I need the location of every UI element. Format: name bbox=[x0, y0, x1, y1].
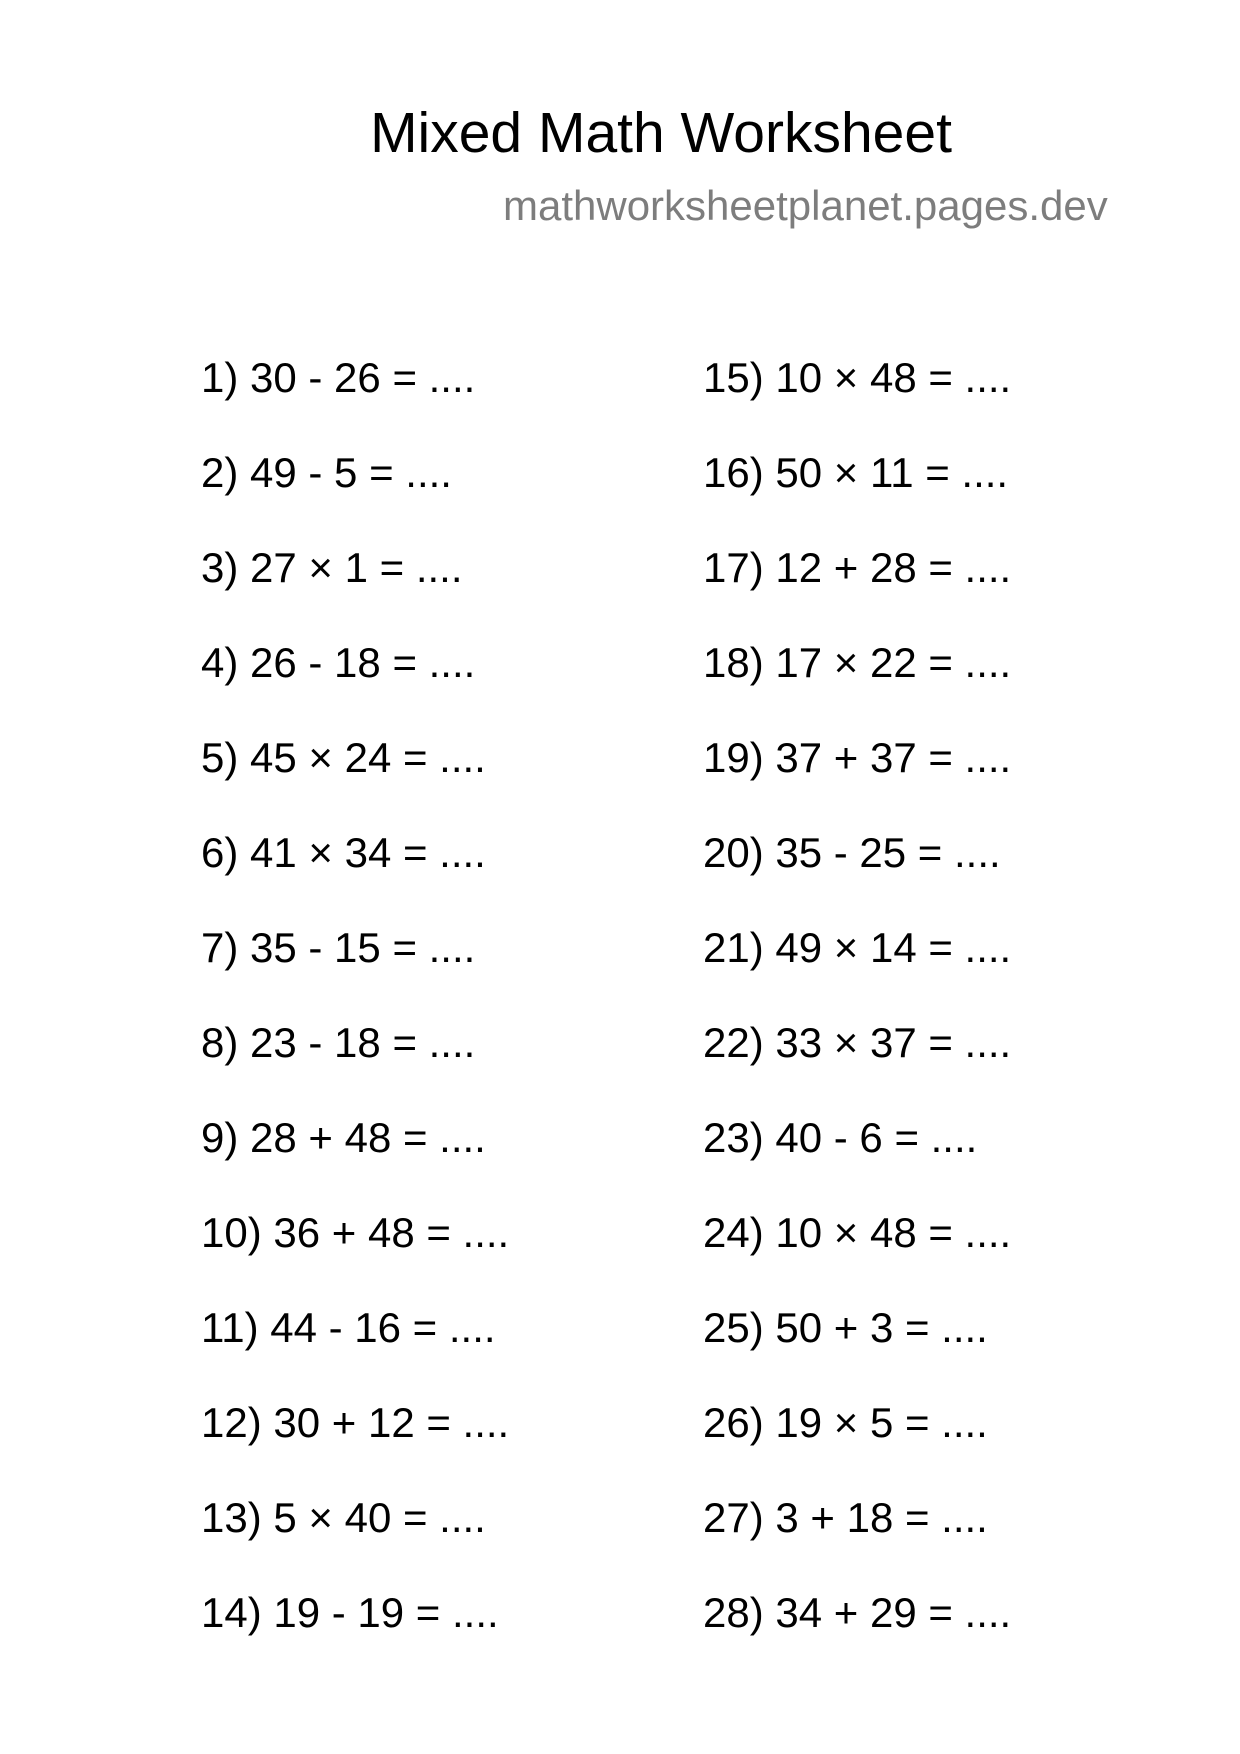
math-problem: 6) 41 × 34 = .... bbox=[201, 829, 486, 876]
math-problem: 21) 49 × 14 = .... bbox=[703, 924, 1012, 971]
math-problem: 4) 26 - 18 = .... bbox=[201, 639, 476, 686]
math-problem: 1) 30 - 26 = .... bbox=[201, 354, 476, 401]
math-problem: 19) 37 + 37 = .... bbox=[703, 734, 1012, 781]
math-problem: 23) 40 - 6 = .... bbox=[703, 1114, 978, 1161]
problem-column-left bbox=[201, 346, 621, 1676]
math-problem: 26) 19 × 5 = .... bbox=[703, 1399, 988, 1446]
math-problem: 22) 33 × 37 = .... bbox=[703, 1019, 1012, 1066]
math-problem: 7) 35 - 15 = .... bbox=[201, 924, 476, 971]
math-problem: 2) 49 - 5 = .... bbox=[201, 449, 452, 496]
math-problem: 9) 28 + 48 = .... bbox=[201, 1114, 486, 1161]
math-problem: 20) 35 - 25 = .... bbox=[703, 829, 1001, 876]
website-label: mathworksheetplanet.pages.dev bbox=[503, 182, 1108, 229]
math-problem: 27) 3 + 18 = .... bbox=[703, 1494, 988, 1541]
math-problem: 28) 34 + 29 = .... bbox=[703, 1589, 1012, 1636]
math-problem: 13) 5 × 40 = .... bbox=[201, 1494, 486, 1541]
math-problem: 14) 19 - 19 = .... bbox=[201, 1589, 499, 1636]
math-problem: 24) 10 × 48 = .... bbox=[703, 1209, 1012, 1256]
math-problem: 8) 23 - 18 = .... bbox=[201, 1019, 476, 1066]
math-problem: 3) 27 × 1 = .... bbox=[201, 544, 463, 591]
math-problem: 16) 50 × 11 = .... bbox=[703, 449, 1009, 496]
math-problem: 5) 45 × 24 = .... bbox=[201, 734, 486, 781]
math-problem: 25) 50 + 3 = .... bbox=[703, 1304, 988, 1351]
math-problem: 15) 10 × 48 = .... bbox=[703, 354, 1012, 401]
math-problem: 12) 30 + 12 = .... bbox=[201, 1399, 510, 1446]
problem-column-right bbox=[703, 346, 1123, 1676]
worksheet-title: Mixed Math Worksheet bbox=[370, 101, 952, 165]
math-problem: 18) 17 × 22 = .... bbox=[703, 639, 1012, 686]
math-problem: 17) 12 + 28 = .... bbox=[703, 544, 1012, 591]
math-problem: 11) 44 - 16 = .... bbox=[201, 1304, 496, 1351]
math-problem: 10) 36 + 48 = .... bbox=[201, 1209, 510, 1256]
